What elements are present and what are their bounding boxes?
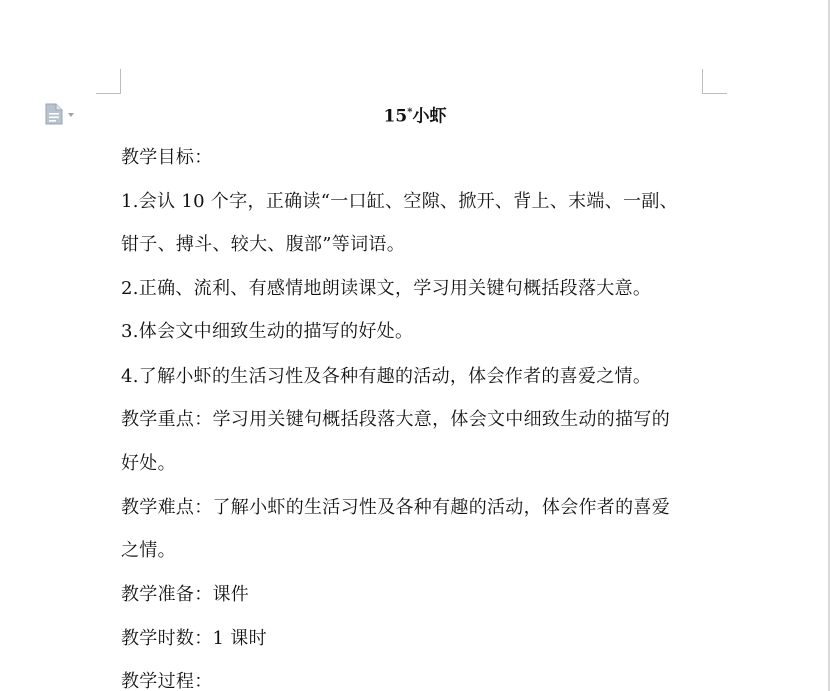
paragraph-line: 教学时数：1 课时 [121, 628, 267, 649]
paragraph-line: 教学准备：课件 [121, 584, 250, 605]
title-number: 15 [383, 106, 408, 127]
paragraph-line: 教学过程： [121, 671, 213, 691]
paragraph-line: 之情。 [121, 540, 176, 561]
document-title [0, 100, 830, 130]
paragraph-line: 1.会认 10 个字，正确读“一口缸、空隙、掀开、背上、末端、一副、 [121, 191, 678, 212]
title-mark: * [407, 107, 413, 118]
paragraph-line: 4.了解小虾的生活习性及各种有趣的活动，体会作者的喜爱之情。 [121, 366, 652, 387]
margin-corner-top-left [96, 69, 121, 94]
paragraph-line: 教学重点：学习用关键句概括段落大意，体会文中细致生动的描写的 [121, 409, 670, 430]
paragraph-line: 3.体会文中细致生动的描写的好处。 [121, 321, 414, 342]
title-text: 小虾 [412, 106, 447, 127]
paragraph-line: 钳子、搏斗、较大、腹部”等词语。 [121, 234, 406, 255]
paragraph-line: 教学目标： [121, 147, 213, 168]
paragraph-line: 好处。 [121, 453, 176, 474]
margin-corner-top-right [702, 69, 727, 94]
paragraph-line: 2.正确、流利、有感情地朗读课文，学习用关键句概括段落大意。 [121, 278, 652, 299]
paragraph-line: 教学难点：了解小虾的生活习性及各种有趣的活动，体会作者的喜爱 [121, 497, 670, 518]
